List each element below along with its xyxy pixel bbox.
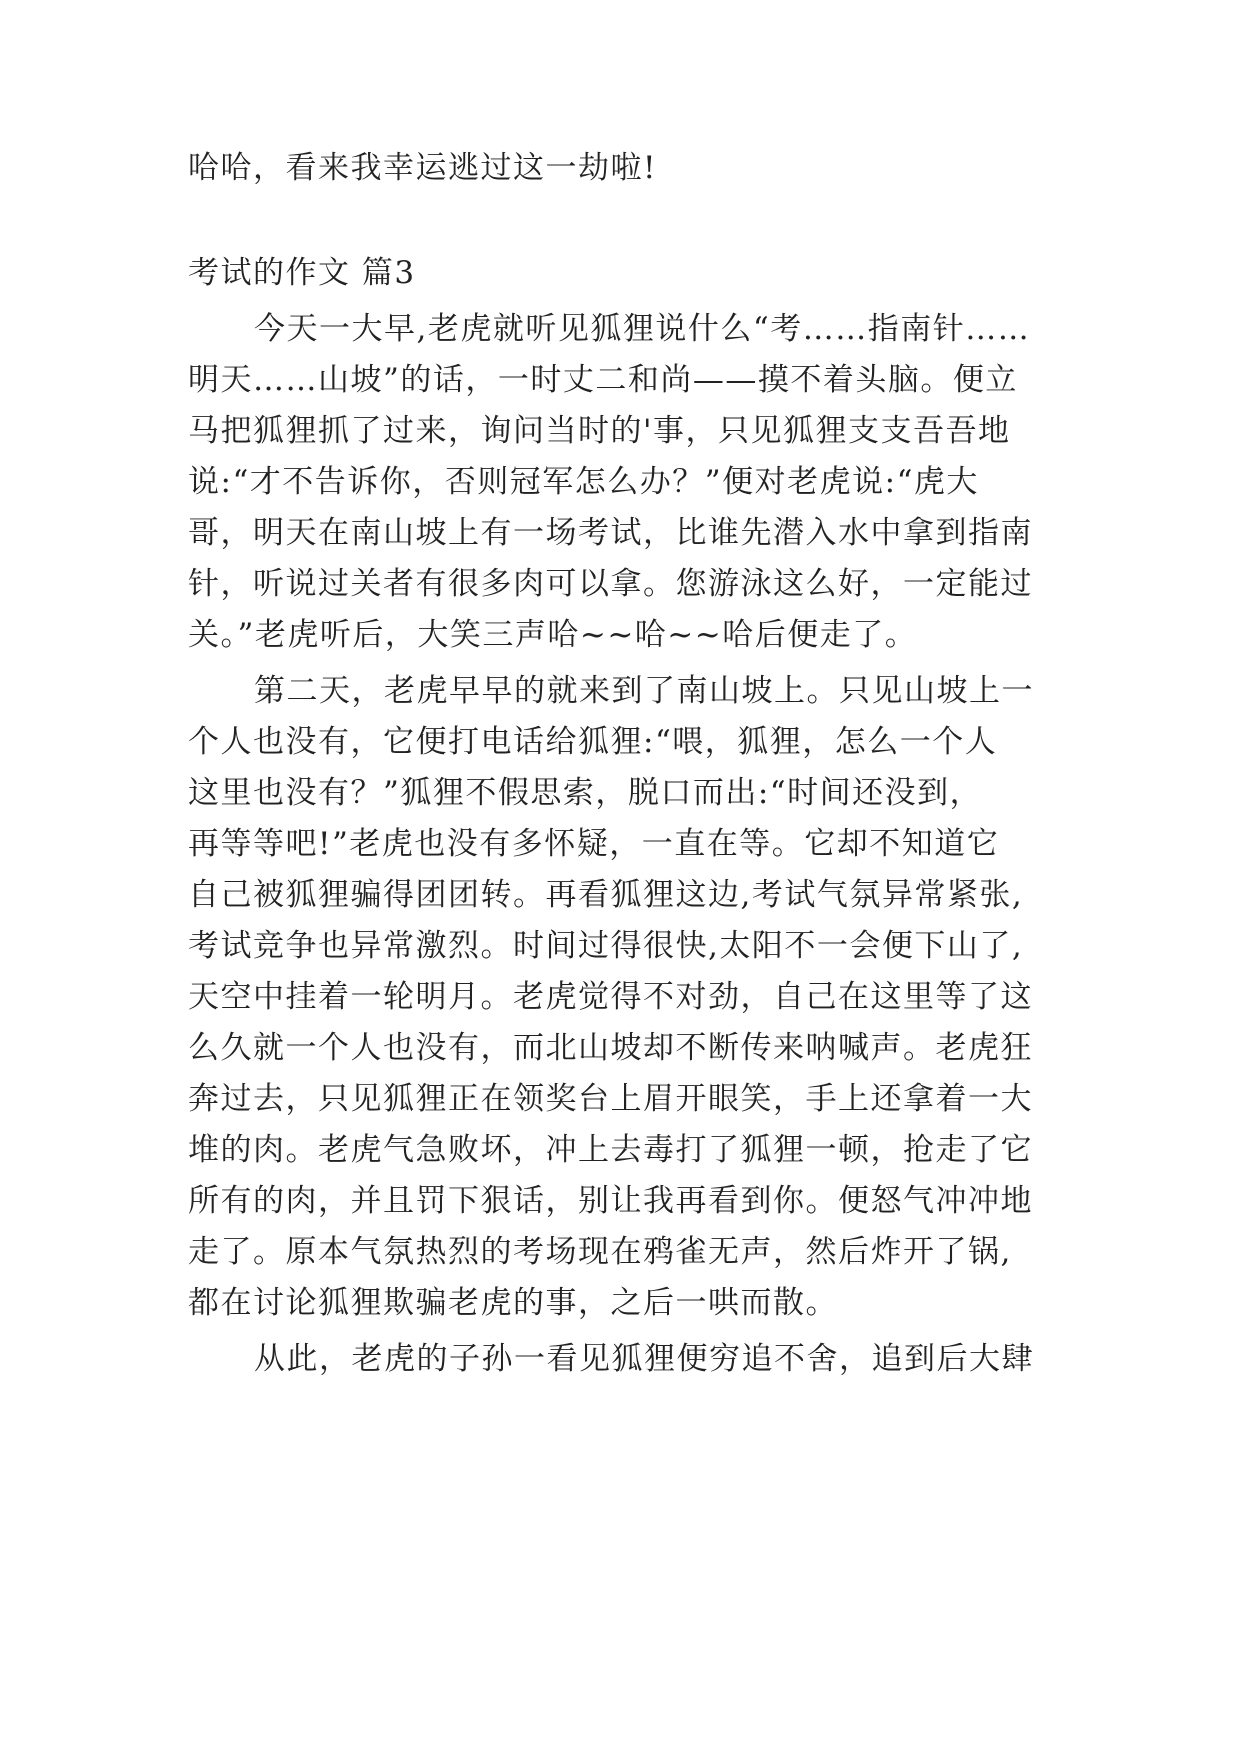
paragraph-3-line-1: 从此，老虎的子孙一看见狐狸便穷追不舍，追到后大肆 bbox=[254, 1341, 1034, 1377]
paragraph-1-line-1: 今天一大早,老虎就听见狐狸说什么“考……指南针…… bbox=[254, 311, 1031, 347]
paragraph-1-line-7: 关。”老虎听后，大笑三声哈~~哈~~哈后便走了。 bbox=[188, 617, 918, 653]
paragraph-2-line-13: 都在讨论狐狸欺骗老虎的事，之后一哄而散。 bbox=[188, 1285, 838, 1321]
paragraph-2-line-4: 再等等吧!”老虎也没有多怀疑，一直在等。它却不知道它 bbox=[188, 826, 1000, 862]
section-title: 考试的作文 篇3 bbox=[188, 255, 416, 291]
paragraph-2-line-10: 堆的肉。老虎气急败坏，冲上去毒打了狐狸一顿，抢走了它 bbox=[188, 1132, 1033, 1168]
paragraph-2-line-2: 个人也没有，它便打电话给狐狸:“喂，狐狸，怎么一个人 bbox=[188, 724, 998, 760]
paragraph-1-line-6: 针，听说过关者有很多肉可以拿。您游泳这么好，一定能过 bbox=[188, 566, 1033, 602]
paragraph-1-line-2: 明天……山坡”的话，一时丈二和尚——摸不着头脑。便立 bbox=[188, 362, 1018, 398]
paragraph-2-line-8: 么久就一个人也没有，而北山坡却不断传来呐喊声。老虎狂 bbox=[188, 1030, 1033, 1066]
paragraph-2-line-11: 所有的肉，并且罚下狠话，别让我再看到你。便怒气冲冲地 bbox=[188, 1183, 1033, 1219]
paragraph-2-line-5: 自己被狐狸骗得团团转。再看狐狸这边,考试气氛异常紧张, bbox=[188, 877, 1024, 913]
paragraph-1-line-3: 马把狐狸抓了过来，询问当时的'事，只见狐狸支支吾吾地 bbox=[188, 413, 1011, 449]
paragraph-1-line-4: 说:“才不告诉你，否则冠军怎么办？”便对老虎说:“虎大 bbox=[188, 464, 979, 500]
paragraph-2-line-3: 这里也没有？”狐狸不假思索，脱口而出:“时间还没到， bbox=[188, 775, 983, 811]
paragraph-1-line-5: 哥，明天在南山坡上有一场考试，比谁先潜入水中拿到指南 bbox=[188, 515, 1033, 551]
paragraph-2-line-6: 考试竞争也异常激烈。时间过得很快,太阳不一会便下山了, bbox=[188, 928, 1024, 964]
opening-line: 哈哈，看来我幸运逃过这一劫啦! bbox=[188, 150, 657, 186]
paragraph-2-line-7: 天空中挂着一轮明月。老虎觉得不对劲，自己在这里等了这 bbox=[188, 979, 1033, 1015]
paragraph-2-line-1: 第二天，老虎早早的就来到了南山坡上。只见山坡上一 bbox=[254, 673, 1034, 709]
paragraph-2-line-9: 奔过去，只见狐狸正在领奖台上眉开眼笑，手上还拿着一大 bbox=[188, 1081, 1033, 1117]
paragraph-2-line-12: 走了。原本气氛热烈的考场现在鸦雀无声，然后炸开了锅, bbox=[188, 1234, 1012, 1270]
